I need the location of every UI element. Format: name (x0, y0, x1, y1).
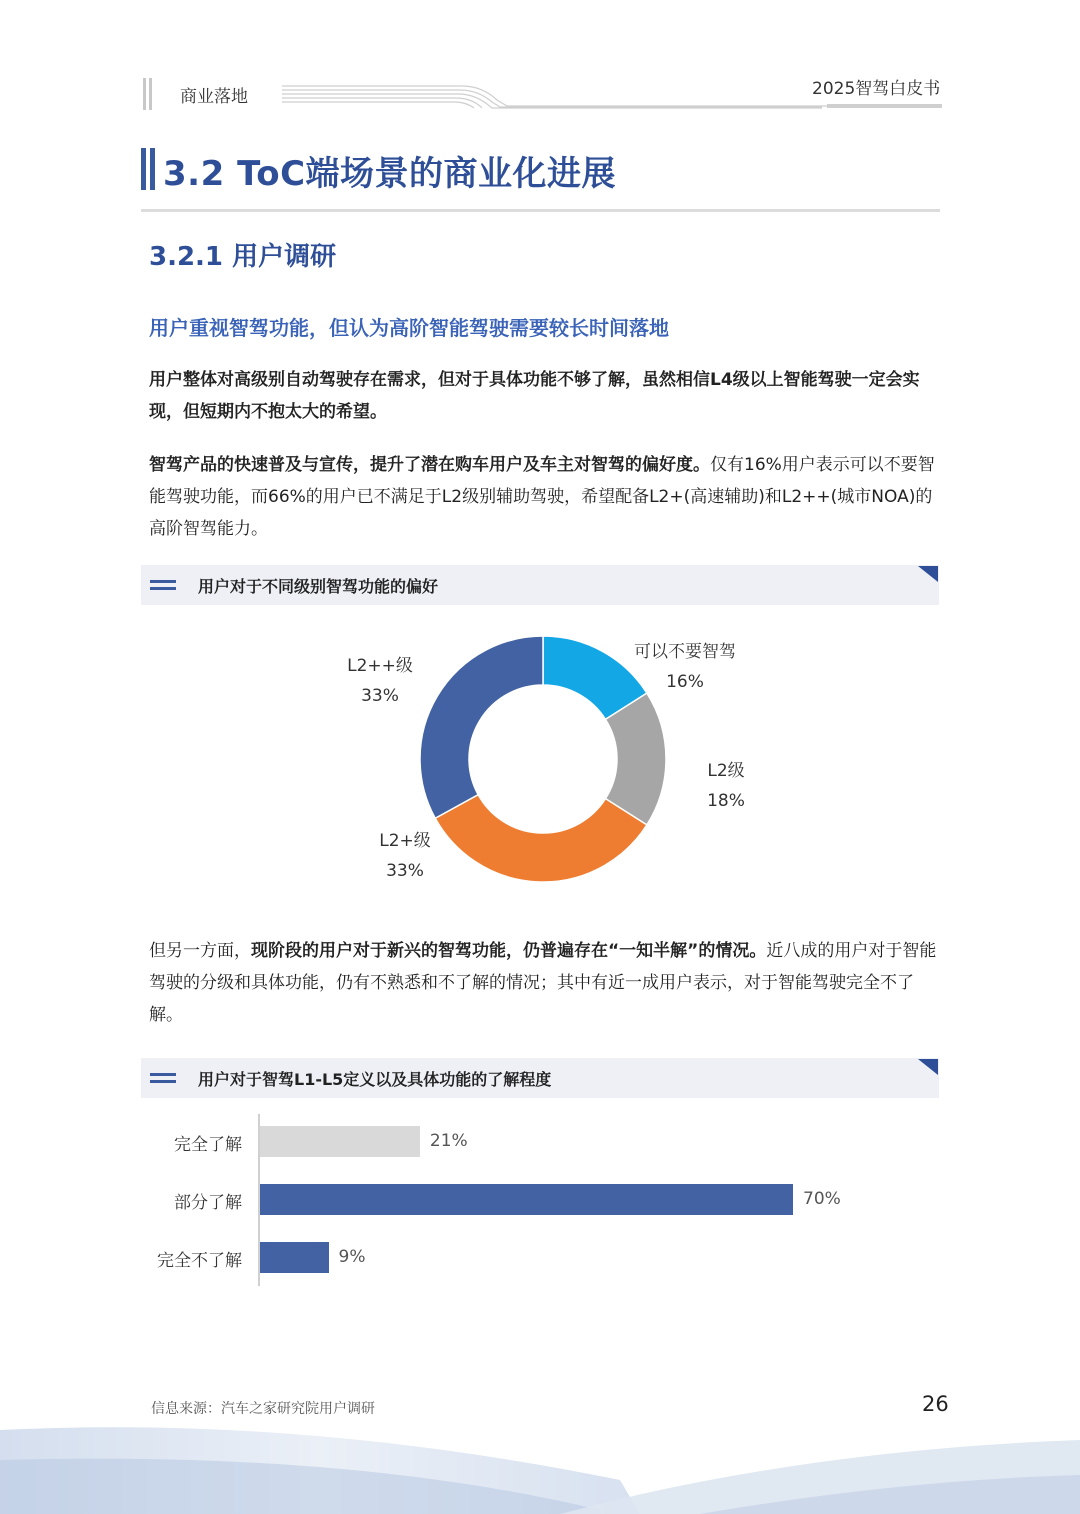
header-section-name: 商业落地 (180, 87, 248, 107)
section-divider (141, 209, 940, 212)
paragraph-3-text: 近八成的用户对于智能驾驶的分级和具体功能，仍有不熟悉和不了解的情况；其中有近一成用户表示，对于智能驾驶完全不了解。 (149, 941, 937, 1025)
bar-value-not-understand: 9% (338, 1247, 366, 1267)
chart2-title: 用户对于智驾L1-L5定义以及具体功能的了解程度 (198, 1070, 552, 1089)
subsection-title: 3.2.1 用户调研 (149, 242, 337, 272)
footer-wave-decoration (0, 1420, 1080, 1514)
headline: 用户重视智驾功能，但认为高阶智能驾驶需要较长时间落地 (149, 316, 669, 340)
bar-category-not-understand: 完全不了解 (157, 1251, 242, 1271)
donut-label-no-need-value: 16% (666, 672, 704, 692)
bar-fully-understand (260, 1126, 420, 1157)
corner-triangle-icon (918, 566, 938, 582)
page-number: 26 (922, 1392, 949, 1416)
bar-partly-understand (260, 1184, 793, 1215)
footer-source: 信息来源：汽车之家研究院用户调研 (151, 1401, 375, 1417)
bar-value-fully-understand: 21% (429, 1131, 468, 1151)
donut-label-l2 (690, 756, 762, 816)
donut-label-l2-value: 18% (707, 791, 745, 811)
donut-label-no-need-name: 可以不要智驾 (634, 642, 736, 662)
section-title-accent-bar (141, 148, 146, 190)
bar-category-partly-understand: 部分了解 (174, 1193, 242, 1213)
header-document-title: 2025智驾白皮书 (812, 79, 941, 99)
donut-label-l2-name: L2级 (707, 761, 745, 781)
section-title-accent-bar (150, 148, 155, 190)
paragraph-2 (149, 449, 939, 545)
donut-label-l2plus (360, 826, 450, 886)
header-decoration-bars (143, 78, 153, 110)
bar-not-understand (260, 1242, 329, 1273)
chart1-title-strip (141, 565, 939, 605)
donut-label-no-need (605, 637, 765, 697)
paragraph-1 (149, 364, 939, 428)
bar-category-fully-understand: 完全了解 (174, 1135, 242, 1155)
slice-l2plusplus (420, 636, 543, 818)
paragraph-1-text: 用户整体对高级别自动驾驶存在需求，但对于具体功能不够了解，虽然相信L4级以上智能驾驶一定会实现，但短期内不抱太大的希望。 (149, 370, 920, 422)
donut-label-l2plusplus (330, 651, 430, 711)
corner-triangle-icon (918, 1059, 938, 1075)
paragraph-3-lead: 但另一方面， (149, 941, 251, 961)
slice-l2plus (435, 795, 647, 882)
donut-label-l2plus-name: L2+级 (379, 831, 431, 851)
paragraph-3-bold: 现阶段的用户对于新兴的智驾功能，仍普遍存在“一知半解”的情况。 (251, 941, 767, 961)
paragraph-2-text: 仅有16%用户表示可以不要智能驾驶功能，而66%的用户已不满足于L2级别辅助驾驶，希望配备L2+(高速辅助)和L2++(城市NOA)的高阶智驾能力。 (149, 455, 935, 539)
donut-label-l2plusplus-value: 33% (361, 686, 399, 706)
section-title: 3.2 ToC端场景的商业化进展 (163, 154, 617, 194)
donut-label-l2plus-value: 33% (386, 861, 424, 881)
list-icon (150, 1073, 176, 1087)
chart2-title-strip (141, 1058, 939, 1098)
bar-value-partly-understand: 70% (803, 1189, 841, 1209)
list-icon (150, 580, 176, 594)
paragraph-2-bold: 智驾产品的快速普及与宣传，提升了潜在购车用户及车主对智驾的偏好度。 (149, 455, 710, 475)
chart1-title: 用户对于不同级别智驾功能的偏好 (198, 577, 439, 596)
paragraph-3 (149, 935, 939, 1031)
donut-label-l2plusplus-name: L2++级 (347, 656, 413, 676)
